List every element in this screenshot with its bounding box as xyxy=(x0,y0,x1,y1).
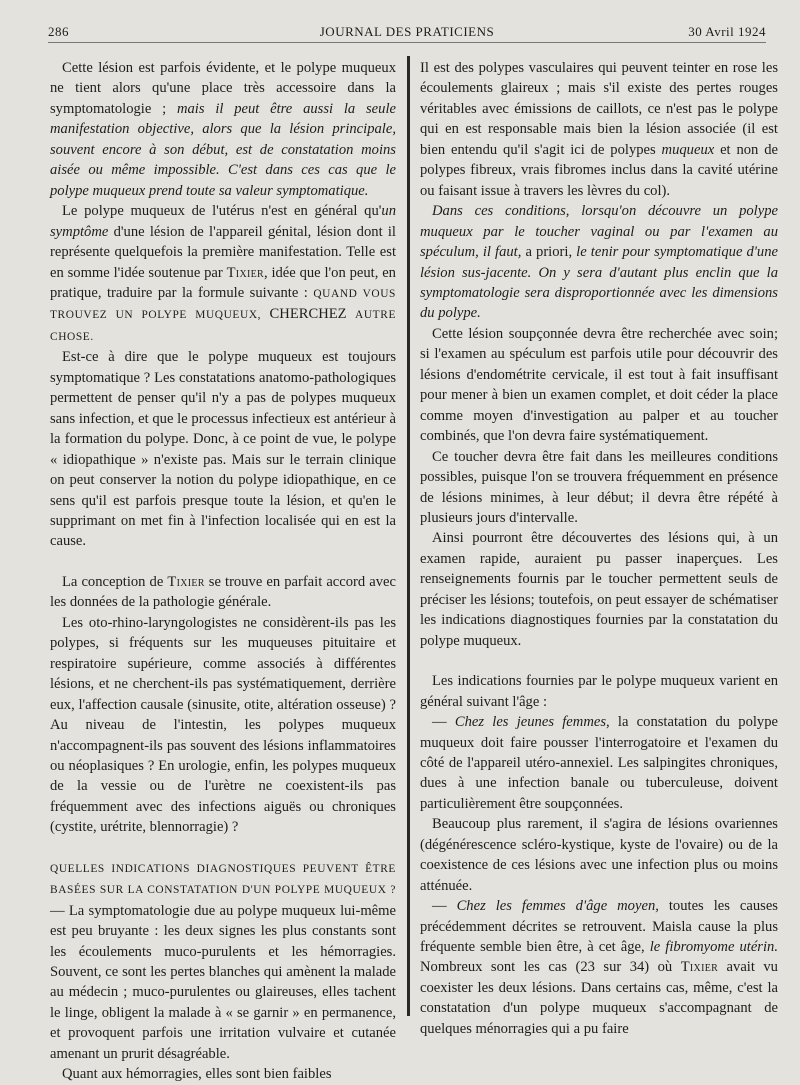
author-name: Tixier xyxy=(167,573,205,590)
running-header xyxy=(48,22,766,43)
paragraph: — Chez les jeunes femmes, la constatation du polype muqueux doit faire pousser l'interrogatoire et l'examen du côté de l'appareil utéro-annexiel. Les salpingites chroniques, dues à une infection banale ou tuberculeuse, doivent particulièrement être soupçonnées. xyxy=(420,714,778,812)
paragraph: Les oto-rhino-laryngologistes ne considèrent-ils pas les polypes, si fréquents sur les muqueuses pituitaire et respiratoire supérieure, comme associés à différentes lésions, et ne cherchent-ils pas systématiquement, derrière eux, l'affection causale (sinusite, otite, altération osseuse) ? Au niveau de l'intestin, les polypes muqueux n'accompagnent-ils pas souvent des lésions inflammatoires ou néoplasiques ? En urologie, enfin, les polypes muqueux de la vessie ou de l'urètre ne coexistent-ils pas fréquemment avec des infections aiguës ou chroniques (cystite, urétrite, blennorragie) ? xyxy=(50,614,396,836)
left-column xyxy=(50,58,396,1083)
paragraph: Cette lésion soupçonnée devra être recherchée avec soin; si l'examen au spéculum est parfois utile pour découvrir des lésions d'endométrite cervicale, il est tout à fait insuffisant pour mener à bien un examen complet, et doit céder la place comme moyen d'investigation au palper et au toucher combinés, que l'on devra faire systématiquement. xyxy=(420,325,778,445)
paragraph: Est-ce à dire que le polype muqueux est toujours symptomatique ? Les constatations anatomo-pathologiques permettent de penser qu'il n'y a pas de polypes muqueux sans infection, et que le processus infectieux est antérieur à la formation du polype. Donc, à ce point de vue, le polype « idiopathique » n'existe pas. Mais sur le terrain clinique on peut conserver la notion du polype idiopathique, en ce sens qu'il est parfois presque toute la lésion, et qu'en le supprimant on met fin à l'infection localisée qui en est la cause. xyxy=(50,349,396,550)
column-rule xyxy=(407,56,410,1016)
journal-title: JOURNAL DES PRATICIENS xyxy=(319,24,495,39)
paragraph: Quant aux hémorragies, elles sont bien faibles xyxy=(62,1066,332,1083)
paragraph: Ce toucher devra être fait dans les meilleures conditions possibles, puisque l'on se trouvera fréquemment en présence de lésions minimes, à leur début; il devra être répété à plusieurs jours d'intervalle. xyxy=(420,448,778,526)
paragraph: Dans ces conditions, lorsqu'on découvre un polype muqueux par le toucher vaginal ou par l'examen au spéculum, il faut, a priori, le tenir pour symptomatique d'une lésion sus-jacente. On y sera d'autant plus enclin que la symptomatologie sera disproportionnée avec les dimensions du polype. xyxy=(420,203,778,322)
section-heading: QUELLES INDICATIONS DIAGNOSTIQUES PEUVENT ÊTRE BASÉES SUR LA CONSTATATION D'UN POLYPE MUQUEUX ? xyxy=(50,862,396,897)
paragraph: Les indications fournies par le polype muqueux varient en général suivant l'âge : xyxy=(420,673,778,710)
paragraph: Cette lésion est parfois évidente, et le polype muqueux ne tient alors qu'une place très accessoire dans la symptomatologie ; mais il peut être aussi la seule manifestation objective, alors que la lésion principale, souvent encore à son début, est de constatation moins aisée ou même impossible. C'est dans ces cas que le polype muqueux prend toute sa valeur symptomatique. xyxy=(50,60,396,199)
paragraph: Beaucoup plus rarement, il s'agira de lésions ovariennes (dégénérescence scléro-kystique, kyste de l'ovaire) ou de la coexistence de ces lésions avec une infection plus ou moins atténuée. xyxy=(420,816,778,894)
right-column xyxy=(420,58,778,1037)
paragraph: — Chez les femmes d'âge moyen, toutes les causes précédemment décrites se retrouvent. Maisla cause la plus fréquente semble bien être, à cet âge, le fibromyome utérin. Nombreux sont les cas (23 sur 34) où Tixier avait vu coexister les deux lésions. Dans certains cas, même, c'est la constatation d'un polype muqueux s'accompagnant de quelques ménorragies qui a pu faire xyxy=(420,898,778,1037)
page-number: 286 xyxy=(48,24,69,39)
paragraph: La conception de Tixier se trouve en parfait accord avec les données de la pathologie générale. xyxy=(50,573,396,611)
author-name: Tixier xyxy=(680,959,719,976)
paragraph: Ainsi pourront être découvertes des lésions qui, à un examen rapide, auraient pu passer inaperçues. Les renseignements fournis par le toucher permettent seuls de préciser les lésions; toutefois, on peut essayer de schématiser les indications diagnostiques fournies par la constatation du polype muqueux. xyxy=(420,530,778,649)
issue-date: 30 Avril 1924 xyxy=(688,24,766,39)
author-name: Tixier xyxy=(226,264,264,281)
paragraph: Il est des polypes vasculaires qui peuvent teinter en rose les écoulements glaireux ; mais s'il existe des pertes rouges véritables avec émissions de caillots, ce n'est pas le polype qui en est responsable mais bien la lésion associée (il est bien entendu qu'il s'agit ici de polypes muqueux et non de polypes fibreux, vrais fibromes inclus dans la cavité utérine ou faisant issue à travers les lèvres du col). xyxy=(420,60,778,199)
paragraph: Le polype muqueux de l'utérus n'est en général qu'un symptôme d'une lésion de l'appareil génital, lésion dont il représente quelquefois la première manifestation. Telle est en somme l'idée soutenue par Tixier, idée que l'on peut, en pratique, traduire par la formule suivante : QUAND VOUS TROUVEZ UN POLYPE MUQUEUX, CHERCHEZ AUTRE CHOSE. xyxy=(50,203,396,343)
section-heading-paragraph: QUELLES INDICATIONS DIAGNOSTIQUES PEUVENT ÊTRE BASÉES SUR LA CONSTATATION D'UN POLYPE MUQUEUX ? — La symptomatologie due au polype muqueux lui-même est peu bruyante : les deux signes les plus constants sont les écoulements muco-purulents et les hémorragies. Souvent, ce sont les pertes blanches qui amènent la malade au médecin ; muco-purulentes ou glaireuses, elles tachent le linge, obligent la malade à « se garnir » en permanence, et provoquent parfois une irritation vulvaire et cutanée amenant un prurit désagréable. xyxy=(50,862,396,1062)
